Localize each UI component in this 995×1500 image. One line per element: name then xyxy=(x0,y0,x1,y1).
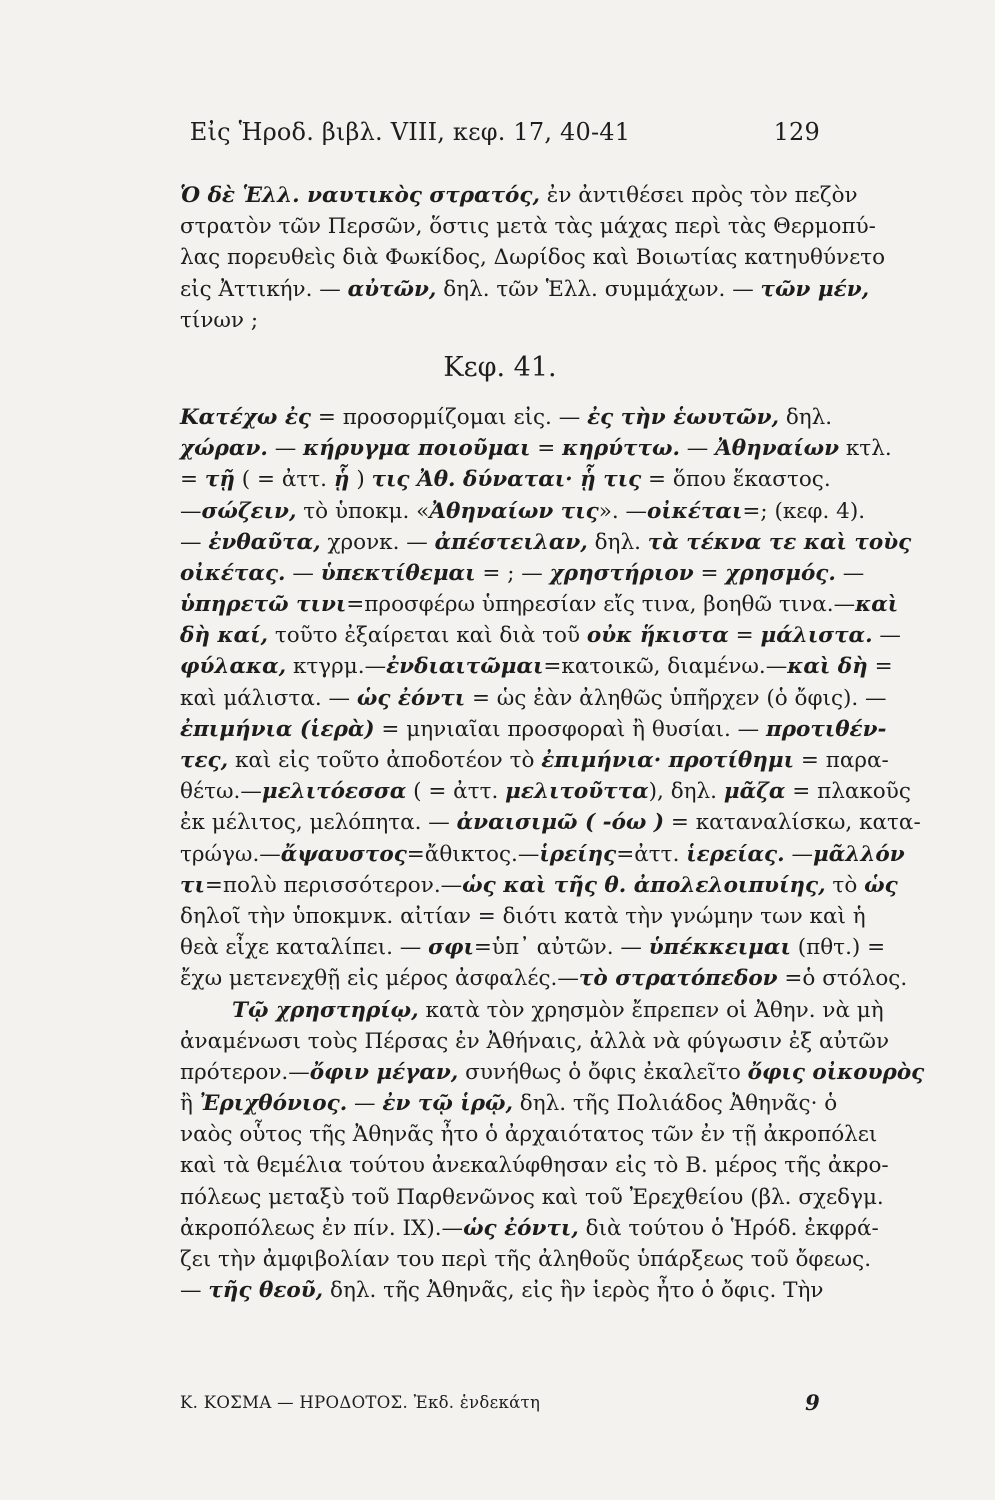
lemma-term: Τῷ χρηστηρίῳ, xyxy=(232,997,419,1023)
gloss-text: — xyxy=(180,498,202,524)
lemma-term: Ἀθηναίων τις xyxy=(429,498,599,524)
lemma-term: οἰκέτας. xyxy=(180,560,286,586)
lemma-term: μελιτοῦττα xyxy=(505,779,649,805)
gloss-text: = ; — xyxy=(475,560,550,586)
lemma-term: τῆς θεοῦ, xyxy=(208,1278,324,1304)
lemma-term: ᾗ xyxy=(333,467,350,493)
lemma-term: ὡς καὶ τῆς θ. ἀπολελοιπυίης, xyxy=(462,872,826,898)
lemma-term: τες, xyxy=(180,748,229,773)
commentary-paragraph xyxy=(180,402,925,1306)
chapter-heading: Κεφ. 41. xyxy=(443,351,557,383)
gloss-text: — xyxy=(872,623,901,649)
gloss-text: ἐκ μέλιτος, μελόπητα. — xyxy=(180,810,457,836)
lemma-term: χρησμός. xyxy=(725,560,836,586)
lemma-term: Ὁ δὲ Ἑλλ. ναυτικὸς στρατός, xyxy=(180,183,540,208)
gloss-text: = xyxy=(867,654,893,680)
gloss-text: ἔχω μετενεχθῇ εἰς μέρος ἀσφαλές.— xyxy=(180,966,579,992)
gloss-text: λας πορευθεὶς διὰ Φωκίδος, Δωρίδος καὶ Βοιωτίας κατηυθύνετο xyxy=(180,245,886,271)
text-line xyxy=(180,1057,925,1088)
gloss-text: τὸ ὑποκμ. « xyxy=(296,498,430,524)
lemma-term: προτιθέν- xyxy=(765,716,887,742)
gloss-text: =προσφέρω ὑπηρεσίαν εἴς τινα, βοηθῶ τινα.— xyxy=(346,592,856,618)
gloss-text: δηλ. xyxy=(779,404,833,430)
gloss-text: ἐν ἀντιθέσει πρὸς τὸν πεζὸν xyxy=(539,183,858,208)
lemma-term: ἐπιμήνια (ἱερὰ) xyxy=(180,716,375,742)
text-line xyxy=(180,305,820,336)
gloss-text: θέτω.— xyxy=(180,779,262,805)
lemma-term: ἐπιμήνια· προτίθημι xyxy=(541,748,795,773)
lemma-term: ἐνθαῦτα, xyxy=(208,529,321,555)
text-line xyxy=(180,1150,889,1181)
text-line xyxy=(180,807,921,838)
lemma-term: καὶ xyxy=(855,592,899,618)
lemma-term: ἐνδιαιτῶμαι xyxy=(386,654,544,680)
lemma-term: μᾶλλόν xyxy=(812,841,905,867)
lemma-term: τὰ τέκνα τε καὶ τοὺς xyxy=(647,529,912,555)
text-line xyxy=(180,1182,884,1213)
gloss-text: =κατοικῶ, διαμένω.— xyxy=(543,654,788,680)
gloss-text: =ὁ στόλος. xyxy=(777,966,908,992)
gloss-text: καὶ μάλιστα. — xyxy=(180,685,357,711)
gloss-text: — xyxy=(347,1091,383,1117)
gloss-text: δηλ. xyxy=(587,529,648,555)
text-line xyxy=(180,839,905,870)
gloss-text: θεὰ εἶχε καταλίπει. — xyxy=(180,935,429,961)
lemma-term: τι xyxy=(180,872,205,898)
lemma-term: χρηστήριον xyxy=(549,560,694,586)
text-line xyxy=(180,870,898,901)
text-line xyxy=(180,1119,878,1150)
page-number: 129 xyxy=(773,118,820,146)
intro-paragraph xyxy=(180,180,886,336)
lemma-term: μελιτόεσσα xyxy=(261,779,407,805)
text-line xyxy=(180,1088,838,1119)
gloss-text: ), δηλ. xyxy=(648,779,724,805)
gloss-text: κατὰ τὸν χρησμὸν ἔπρεπεν οἱ Ἀθην. νὰ μὴ xyxy=(418,997,884,1023)
gloss-text: καὶ εἰς τοῦτο ἀποδοτέον τὸ xyxy=(228,748,542,773)
gloss-text: = καταναλίσκω, κατα- xyxy=(664,810,921,836)
running-title: Εἰς Ἡροδ. βιβλ. VIII, κεφ. 17, 40-41 xyxy=(189,118,631,146)
text-line xyxy=(180,683,887,714)
text-line xyxy=(180,180,858,211)
lemma-term: οὐκ ἥκιστα xyxy=(586,623,729,649)
gloss-text: = xyxy=(728,623,761,649)
lemma-term: μᾶζα xyxy=(723,779,786,805)
lemma-term: τὸ στρατόπεδον xyxy=(578,966,778,992)
text-line xyxy=(180,402,833,433)
gloss-text: ἀναμένωσι τοὺς Πέρσας ἐν Ἀθήναις, ἀλλὰ νὰ φύγωσιν ἐξ αὐτῶν xyxy=(180,1028,890,1054)
text-line xyxy=(180,745,889,776)
text-line xyxy=(180,1244,872,1275)
gloss-text: — xyxy=(180,529,209,555)
lemma-term: οἰκέται xyxy=(647,498,743,524)
gloss-text: =ὑπ᾽ αὐτῶν. — xyxy=(473,935,649,961)
gloss-text: δηλ. τῆς Πολιάδος Ἀθηνᾶς· ὁ xyxy=(512,1091,838,1117)
text-line xyxy=(180,1275,824,1306)
lemma-term: καὶ δὴ xyxy=(787,654,868,680)
lemma-term: ὡς ἐόντι, xyxy=(463,1215,579,1241)
gloss-text: = xyxy=(693,560,726,586)
gloss-text: πρότερον.— xyxy=(180,1059,310,1085)
lemma-term: ἀναισιμῶ ( -όω ) xyxy=(456,810,665,836)
lemma-term: ὑπεκτίθεμαι xyxy=(320,560,476,586)
lemma-term: τῇ xyxy=(204,467,235,493)
gloss-text: ἀκροπόλεως ἐν πίν. IX).— xyxy=(180,1215,464,1241)
text-line xyxy=(180,714,887,745)
text-line xyxy=(180,995,884,1026)
text-line xyxy=(180,558,865,589)
gloss-text: καὶ τὰ θεμέλια τούτου ἀνεκαλύφθησαν εἰς τὸ Β. μέρος τῆς ἀκρο- xyxy=(180,1153,889,1179)
gloss-text: =ἄθικτος.— xyxy=(406,841,540,867)
page-footer xyxy=(180,1390,820,1415)
text-line xyxy=(180,1213,879,1244)
gloss-text: =πολὺ περισσότερον.— xyxy=(204,872,463,898)
text-line xyxy=(180,211,876,242)
gloss-text: ζει τὴν ἀμφιβολίαν του περὶ τῆς ἀληθοῦς ὑπάρξεως τοῦ ὄφεως. xyxy=(180,1247,872,1272)
gloss-text: = xyxy=(180,467,205,493)
gloss-text: τοῦτο ἐξαίρεται καὶ διὰ τοῦ xyxy=(268,623,587,649)
text-line xyxy=(180,932,886,963)
text-line xyxy=(180,963,908,994)
lemma-term: ὡς ἐόντι xyxy=(356,685,466,711)
lemma-term: Κατέχω ἐς xyxy=(180,404,312,430)
lemma-term: σώζειν, xyxy=(201,498,297,524)
text-line xyxy=(180,651,893,682)
lemma-term: ἱερείας. xyxy=(686,841,785,867)
lemma-term: ὑπηρετῶ τινι xyxy=(180,592,347,618)
text-line xyxy=(180,433,892,464)
gloss-text: ( = ἀττ. xyxy=(406,779,506,805)
lemma-term: αὐτῶν, xyxy=(347,276,437,302)
lemma-term: ἱρείης xyxy=(539,841,617,867)
text-line xyxy=(180,527,912,558)
gloss-text: = προσορμίζομαι εἰς. — xyxy=(311,404,588,430)
gloss-text: = ὡς ἐὰν ἀληθῶς ὑπῆρχεν (ὁ ὄφις). — xyxy=(465,685,887,711)
gloss-text: = xyxy=(530,436,563,462)
gloss-text: = ὅπου ἕκαστος. xyxy=(641,467,831,493)
gloss-text: δηλοῖ τὴν ὑποκμνκ. αἰτίαν = διότι κατὰ τὴν γνώμην των καὶ ἡ xyxy=(180,903,866,929)
lemma-term: σφι xyxy=(428,935,474,961)
text-line xyxy=(180,274,870,305)
text-line xyxy=(180,1026,890,1057)
gloss-text: = πλακοῦς xyxy=(785,779,911,805)
gloss-text: — xyxy=(267,436,304,462)
lemma-term: φύλακα, xyxy=(180,654,287,680)
gloss-text: — xyxy=(784,841,813,867)
gloss-text: — xyxy=(679,436,716,462)
gloss-text: ». — xyxy=(598,498,648,524)
gloss-text: κτγρμ.— xyxy=(286,654,387,680)
gloss-text: δηλ. τῶν Ἑλλ. συμμάχων. — xyxy=(436,276,761,302)
lemma-term: ἐς τὴν ἑωυτῶν, xyxy=(587,404,780,430)
lemma-term: ἐν τῷ ἱρῷ, xyxy=(382,1091,513,1117)
gloss-text: ἢ xyxy=(180,1091,200,1117)
lemma-term: Ἐριχθόνιος. xyxy=(199,1091,348,1117)
gloss-text: ( = ἀττ. xyxy=(234,467,334,493)
gloss-text: = παρα- xyxy=(794,748,889,773)
lemma-term: ἄψαυστος xyxy=(280,841,407,867)
signature-mark: 9 xyxy=(805,1390,820,1415)
lemma-term: δὴ καί, xyxy=(180,623,269,649)
gloss-text: τρώγω.— xyxy=(180,841,281,867)
lemma-term: τις Ἀθ. δύναται· ᾗ τις xyxy=(371,467,642,493)
text-line xyxy=(180,620,901,651)
lemma-term: κηρύττω. xyxy=(562,436,680,462)
lemma-term: ὄφιν μέγαν, xyxy=(309,1059,459,1085)
lemma-term: τῶν μέν, xyxy=(760,276,870,302)
gloss-text: — xyxy=(285,560,321,586)
gloss-text: — xyxy=(180,1278,209,1304)
gloss-text: συνήθως ὁ ὄφις ἐκαλεῖτο xyxy=(458,1059,748,1085)
gloss-text: = μηνιαῖαι προσφοραὶ ἢ θυσίαι. — xyxy=(374,716,766,742)
lemma-term: χώραν. xyxy=(180,436,268,462)
gloss-text: ναὸς οὗτος τῆς Ἀθηνᾶς ἦτο ὁ ἀρχαιότατος τῶν ἐν τῇ ἀκροπόλει xyxy=(180,1122,878,1148)
gloss-text: τίνων ; xyxy=(180,307,259,333)
gloss-text: (πθτ.) = xyxy=(790,935,886,961)
lemma-term: ἀπέστειλαν, xyxy=(434,529,588,555)
footer-imprint: Κ. ΚΟΣΜΑ — ΗΡΟΔΟΤΟΣ. Ἐκδ. ἑνδεκάτη xyxy=(180,1393,541,1412)
text-line xyxy=(180,901,866,932)
gloss-text: δηλ. τῆς Ἀθηνᾶς, εἰς ἣν ἱερὸς ἦτο ὁ ὄφις. Τὴν xyxy=(323,1278,824,1304)
lemma-term: ὄφις οἰκουρὸς xyxy=(747,1059,925,1085)
gloss-text: — xyxy=(835,560,865,586)
lemma-term: ὑπέκκειμαι xyxy=(648,935,791,961)
text-line xyxy=(180,589,899,620)
gloss-text: διὰ τούτου ὁ Ἡρόδ. ἐκφρά- xyxy=(578,1215,879,1241)
gloss-text: πόλεως μεταξὺ τοῦ Παρθενῶνος καὶ τοῦ Ἐρεχθείου (βλ. σχεδγμ. xyxy=(180,1184,884,1210)
text-line xyxy=(180,496,866,527)
lemma-term: ὡς xyxy=(864,872,898,898)
gloss-text: κτλ. xyxy=(839,436,892,462)
text-line xyxy=(180,464,831,495)
text-line xyxy=(180,776,911,807)
gloss-text: τὸ xyxy=(825,872,865,898)
lemma-term: κήρυγμα ποιοῦμαι xyxy=(303,436,531,462)
page-body xyxy=(180,180,925,1306)
gloss-text: χρονκ. — xyxy=(320,529,435,555)
gloss-text: εἰς Ἀττικήν. — xyxy=(180,276,348,302)
gloss-text: =ἀττ. xyxy=(616,841,687,867)
text-line xyxy=(180,242,886,273)
gloss-text: ) xyxy=(349,467,372,493)
gloss-text: στρατὸν τῶν Περσῶν, ὅστις μετὰ τὰς μάχας περὶ τὰς Θερμοπύ- xyxy=(180,214,876,240)
lemma-term: Ἀθηναίων xyxy=(715,436,840,462)
lemma-term: μάλιστα. xyxy=(760,623,873,649)
gloss-text: =; (κεφ. 4). xyxy=(742,498,866,524)
